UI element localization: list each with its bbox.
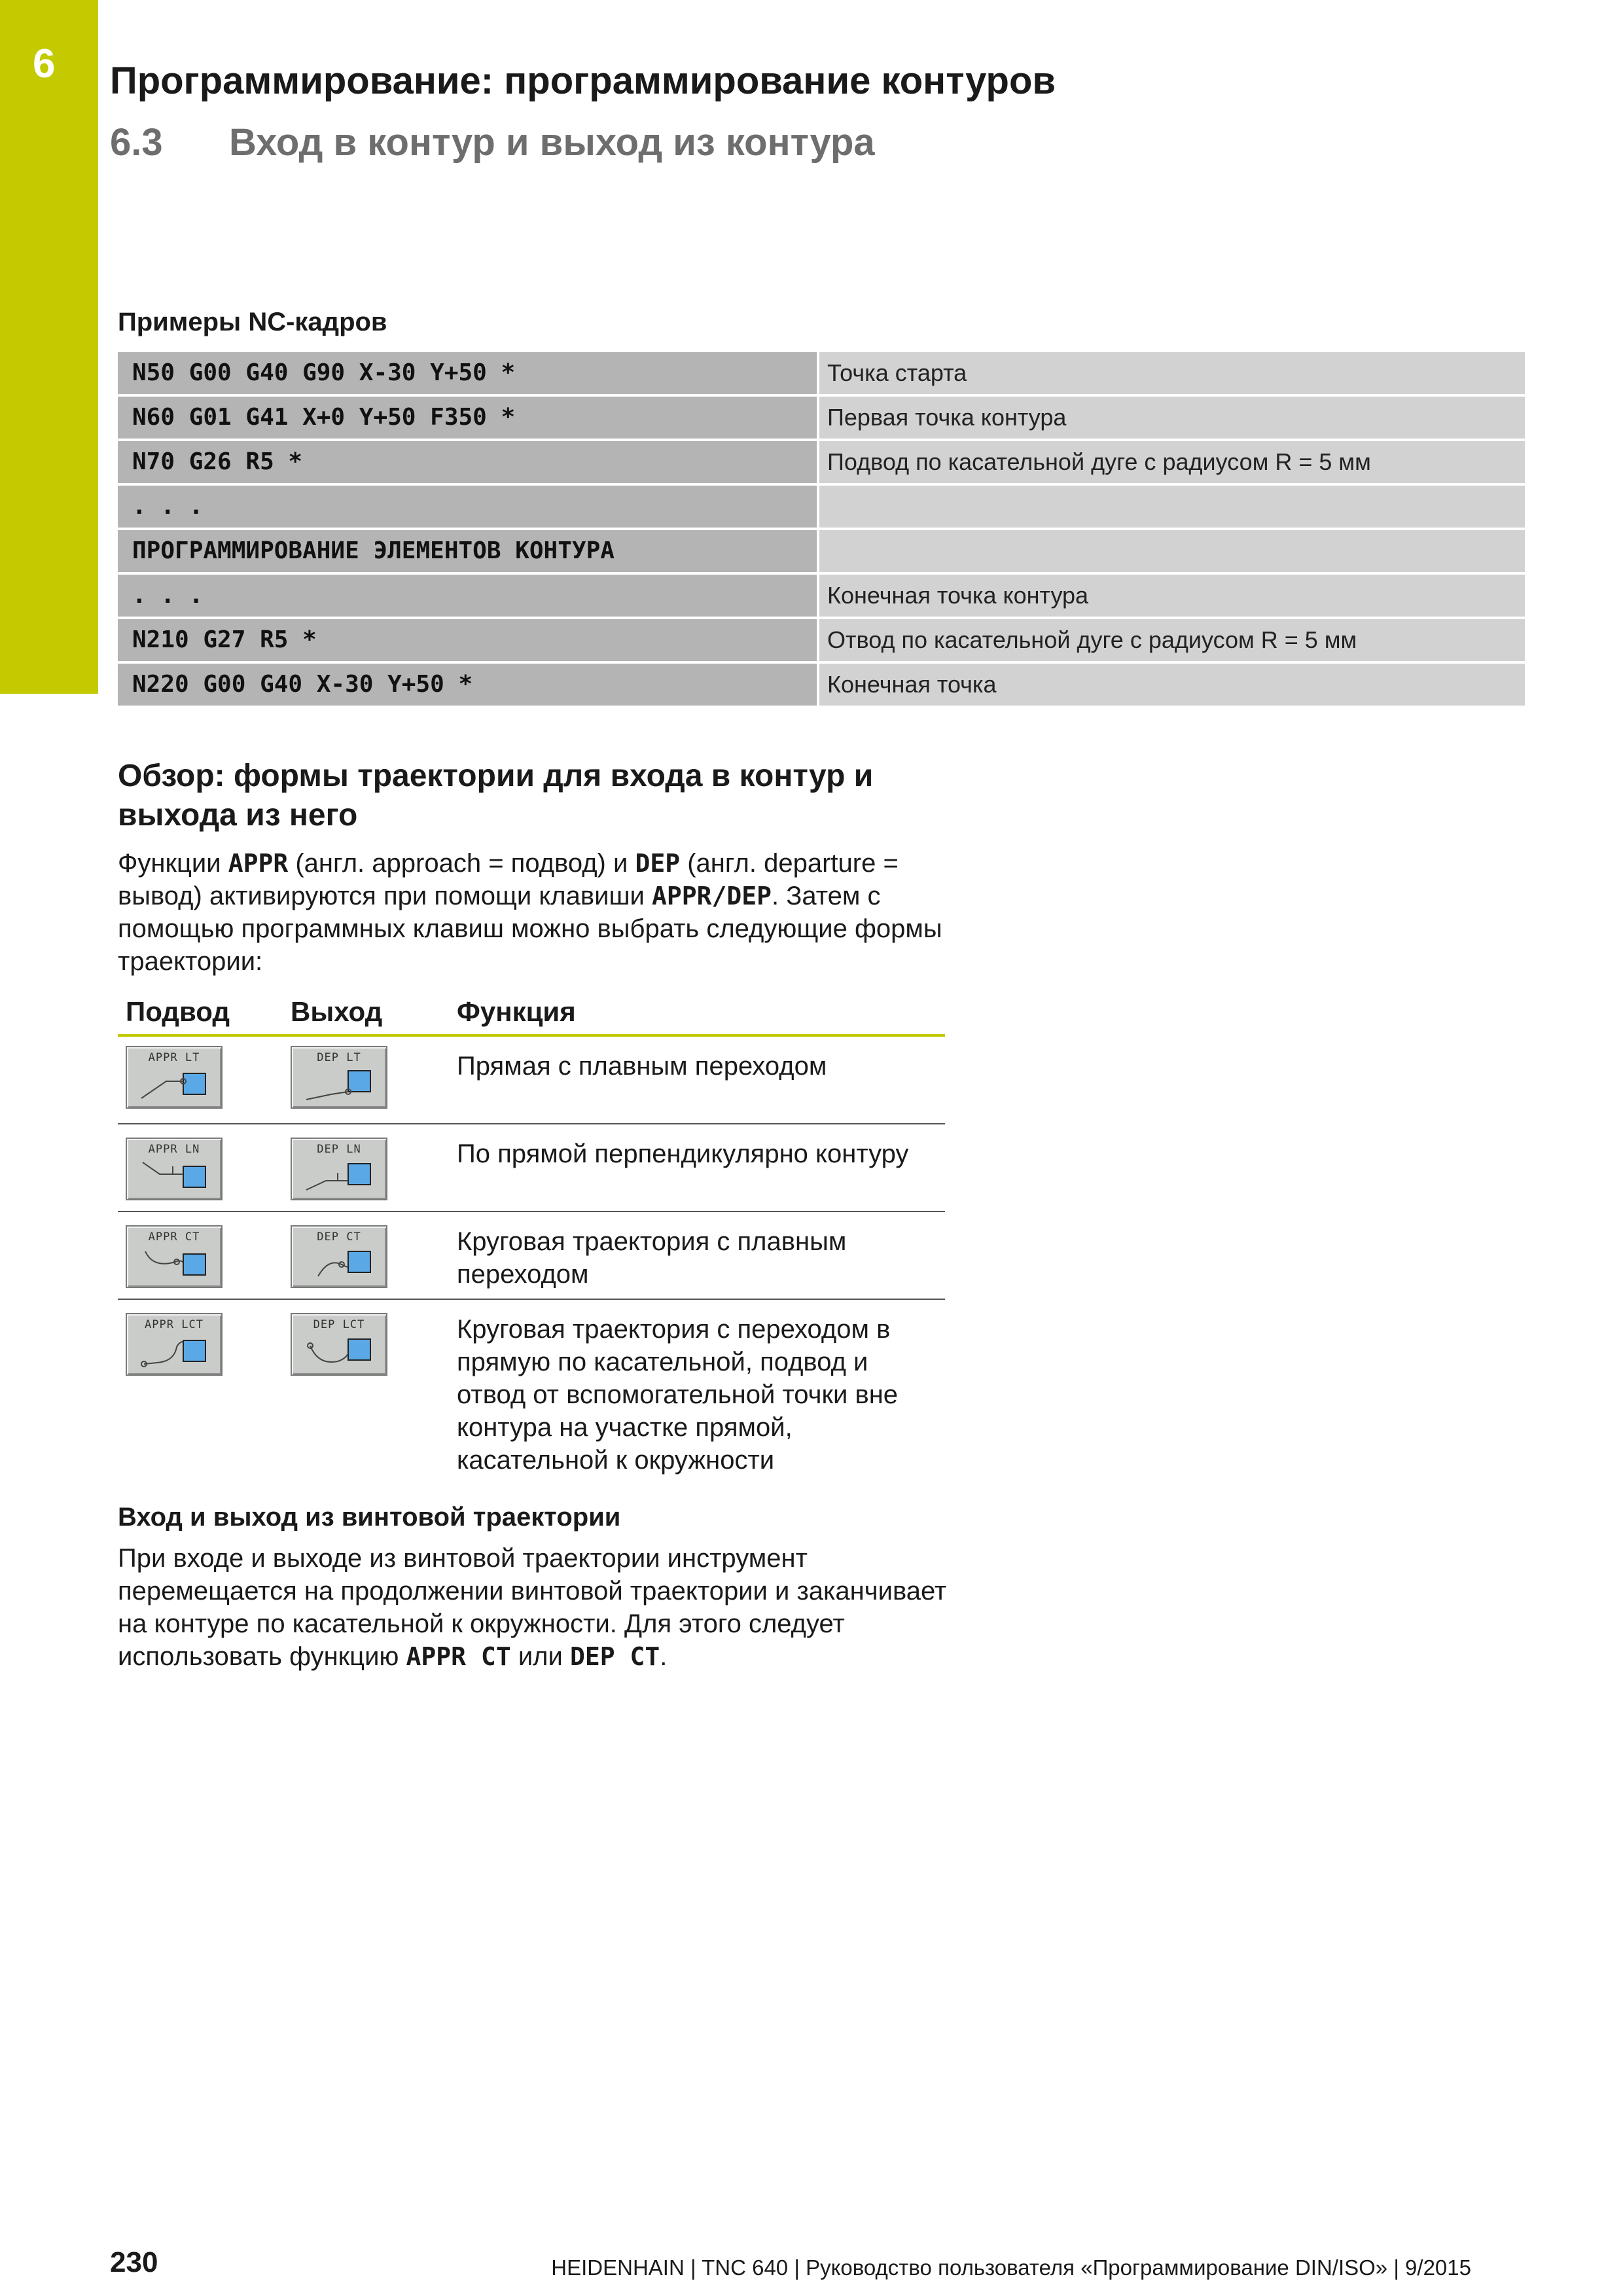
softkey-label: DEP LCT xyxy=(313,1318,365,1331)
text-run: . Затем с помощью программных клавиш можно выбрать следующие формы траектории: xyxy=(118,882,942,976)
nc-examples-table xyxy=(118,352,1525,708)
table-row xyxy=(118,575,1525,617)
function-description: Прямая с плавным переходом xyxy=(457,1052,827,1081)
table-row xyxy=(118,486,1525,528)
appr-ln-icon xyxy=(127,1139,224,1202)
section-title: Вход в контур и выход из контура xyxy=(229,121,875,164)
keyword-dep: DEP xyxy=(635,849,681,878)
nc-desc-cell: Подвод по касательной дуге с радиусом R = 5 мм xyxy=(819,441,1525,483)
function-description: Круговая траектория с переходом в прямую по касательной, подвод и отвод от вспомогательной точки вне контура на участке прямой, касательной к окружности xyxy=(457,1315,899,1475)
function-description: Круговая траектория с плавным переходом xyxy=(457,1227,847,1289)
nc-code-cell: . . . xyxy=(118,486,817,528)
footer-text: HEIDENHAIN | TNC 640 | Руководство пользователя «Программирование DIN/ISO» | 9/2015 xyxy=(551,2255,1471,2280)
header-departure: Выход xyxy=(291,996,383,1027)
function-description: По прямой перпендикулярно контуру xyxy=(457,1139,909,1168)
table-header xyxy=(118,992,945,1037)
page-number: 230 xyxy=(110,2246,158,2278)
dep-ct-icon xyxy=(292,1227,389,1289)
nc-code-cell: ПРОГРАММИРОВАНИЕ ЭЛЕМЕНТОВ КОНТУРА xyxy=(118,530,817,572)
path-functions-table xyxy=(118,992,945,1475)
nc-desc-cell: Точка старта xyxy=(819,352,1525,394)
header-function: Функция xyxy=(457,996,576,1027)
table-row xyxy=(118,619,1525,661)
table-row xyxy=(118,664,1525,706)
text-run: (англ. approach = подвод) и xyxy=(288,849,635,878)
appr-lt-softkey[interactable] xyxy=(126,1046,223,1109)
table-row xyxy=(118,1300,945,1475)
section-number: 6.3 xyxy=(110,121,163,164)
text-run: Функции xyxy=(118,849,228,878)
table-row xyxy=(118,441,1525,483)
dep-ln-icon xyxy=(292,1139,389,1202)
appr-lt-icon xyxy=(127,1047,224,1110)
table-row xyxy=(118,1037,945,1124)
header-approach: Подвод xyxy=(126,996,230,1027)
appr-lct-icon xyxy=(127,1314,224,1377)
softkey-label: DEP LT xyxy=(317,1051,361,1064)
helix-paragraph xyxy=(118,1542,969,1673)
chapter-sidebar xyxy=(0,0,98,694)
nc-examples-heading: Примеры NC-кадров xyxy=(118,308,387,336)
nc-code-cell: N210 G27 R5 * xyxy=(118,619,817,661)
appr-ct-icon xyxy=(127,1227,224,1289)
appr-ln-softkey[interactable] xyxy=(126,1138,223,1200)
table-row xyxy=(118,1212,945,1300)
softkey-label: APPR LN xyxy=(148,1143,200,1156)
keyword-appr-ct: APPR CT xyxy=(406,1642,511,1671)
text-run: . xyxy=(660,1642,668,1671)
chapter-title: Программирование: программирование контуров xyxy=(110,60,1056,102)
text-run: При входе и выходе из винтовой траектории инструмент перемещается на продолжении винтовой траектории и заканчивает на контуре по касательной к окружности. Для этого следует использовать функцию xyxy=(118,1544,947,1671)
nc-code-cell: N220 G00 G40 X-30 Y+50 * xyxy=(118,664,817,706)
softkey-label: APPR LCT xyxy=(145,1318,204,1331)
nc-desc-cell xyxy=(819,530,1525,572)
helix-heading: Вход и выход из винтовой траектории xyxy=(118,1503,621,1532)
softkey-label: APPR CT xyxy=(148,1230,200,1244)
dep-ln-softkey[interactable] xyxy=(291,1138,387,1200)
dep-lct-icon xyxy=(292,1314,389,1377)
softkey-label: DEP LN xyxy=(317,1143,361,1156)
dep-lct-softkey[interactable] xyxy=(291,1313,387,1376)
appr-lct-softkey[interactable] xyxy=(126,1313,223,1376)
table-row xyxy=(118,397,1525,439)
dep-lt-softkey[interactable] xyxy=(291,1046,387,1109)
chapter-number: 6 xyxy=(33,41,56,86)
nc-code-cell: N50 G00 G40 G90 X-30 Y+50 * xyxy=(118,352,817,394)
overview-paragraph xyxy=(118,847,969,978)
nc-desc-cell: Отвод по касательной дуге с радиусом R = 5 мм xyxy=(819,619,1525,661)
table-row xyxy=(118,1124,945,1212)
table-row xyxy=(118,530,1525,572)
nc-desc-cell: Конечная точка контура xyxy=(819,575,1525,617)
text-run: (англ. departure = вывод) активируются при помощи клавиши xyxy=(118,849,899,910)
dep-ct-softkey[interactable] xyxy=(291,1225,387,1288)
keyword-appr: APPR xyxy=(228,849,289,878)
softkey-label: DEP CT xyxy=(317,1230,361,1244)
softkey-label: APPR LT xyxy=(148,1051,200,1064)
nc-code-cell: N70 G26 R5 * xyxy=(118,441,817,483)
nc-code-cell: N60 G01 G41 X+0 Y+50 F350 * xyxy=(118,397,817,439)
nc-code-cell: . . . xyxy=(118,575,817,617)
overview-heading: Обзор: формы траектории для входа в контур и выхода из него xyxy=(118,759,874,833)
table-row xyxy=(118,352,1525,394)
nc-desc-cell: Конечная точка xyxy=(819,664,1525,706)
keyword-dep-ct: DEP CT xyxy=(569,1642,660,1671)
appr-ct-softkey[interactable] xyxy=(126,1225,223,1288)
nc-desc-cell: Первая точка контура xyxy=(819,397,1525,439)
dep-lt-icon xyxy=(292,1047,389,1110)
nc-desc-cell xyxy=(819,486,1525,528)
text-run: или xyxy=(510,1642,570,1671)
keyword-appr-dep-key: APPR/DEP xyxy=(652,882,772,910)
